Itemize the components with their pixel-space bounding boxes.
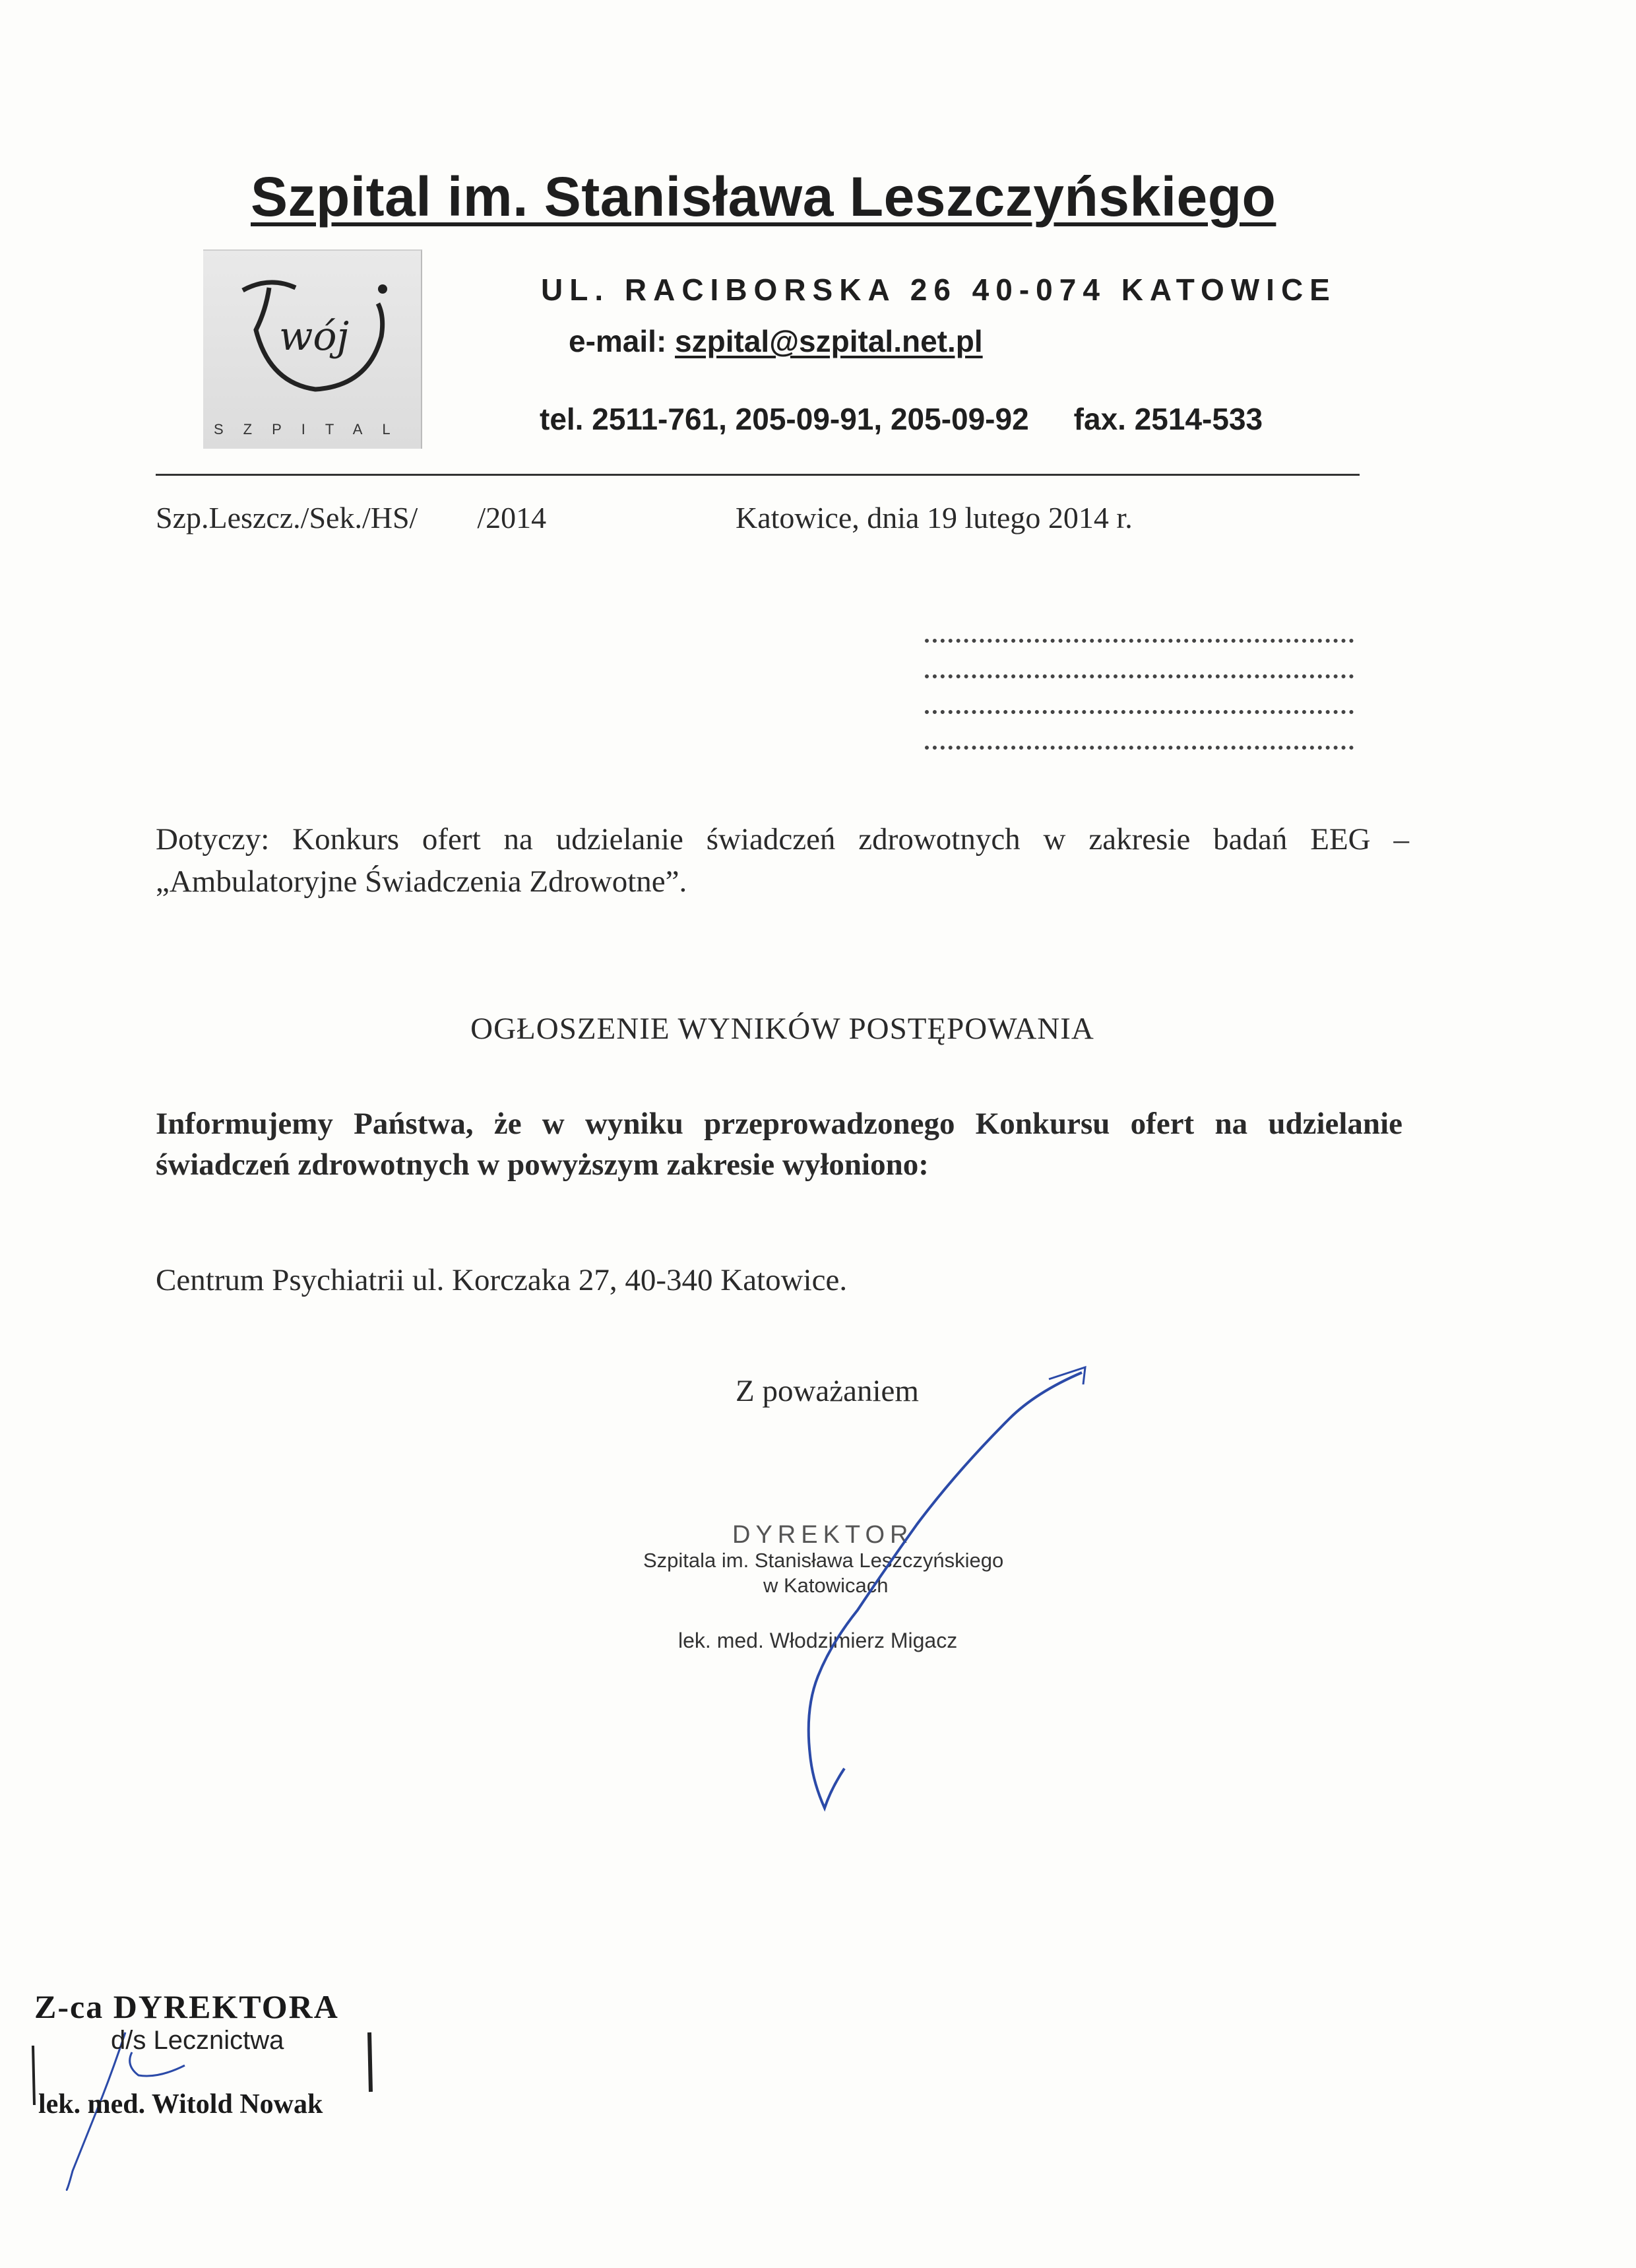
director-stamp-title: DYREKTOR	[732, 1521, 914, 1549]
info-line-1: Informujemy Państwa, że w wyniku przeprowadzonego Konkursu ofert na udzielanie	[156, 1107, 1402, 1141]
smile-logo-icon	[230, 264, 394, 409]
hospital-address: UL. RACIBORSKA 26 40-074 KATOWICE	[541, 273, 1337, 307]
selected-provider: Centrum Psychiatrii ul. Korczaka 27, 40-340 Katowice.	[156, 1263, 848, 1297]
recipient-line	[925, 746, 1354, 752]
deputy-stamp-role: d/s Lecznictwa	[111, 2026, 284, 2055]
email-link[interactable]: szpital@szpital.net.pl	[675, 324, 983, 358]
logo-text: wój	[279, 313, 350, 360]
director-stamp-hospital: Szpitala im. Stanisława Leszczyńskiego	[643, 1549, 1004, 1572]
hospital-name-title: Szpital im. Stanisława Leszczyńskiego	[251, 166, 1276, 228]
deputy-stamp-title: Z-ca DYREKTORA	[34, 1988, 339, 2025]
reference-number	[156, 500, 546, 535]
hospital-logo	[203, 249, 422, 449]
subject-line-1: Dotyczy: Konkurs ofert na udzielanie świadczeń zdrowotnych w zakresie badań EEG –	[156, 822, 1409, 857]
info-paragraph	[156, 1103, 1402, 1185]
letter-date: Katowice, dnia 19 lutego 2014 r.	[736, 501, 1133, 535]
reference-prefix: Szp.Leszcz./Sek./HS/	[156, 501, 418, 535]
recipient-line	[925, 674, 1354, 680]
phone-numbers: tel. 2511-761, 205-09-91, 205-09-92	[540, 402, 1029, 436]
recipient-line	[925, 710, 1354, 716]
director-signature	[759, 1359, 1128, 1821]
header-divider	[156, 474, 1360, 476]
fax-number: fax. 2514-533	[1073, 402, 1263, 436]
closing-salutation: Z poważaniem	[736, 1374, 919, 1408]
phone-line	[540, 401, 1263, 437]
email-label: e-mail:	[569, 324, 676, 358]
director-stamp-name: lek. med. Włodzimierz Migacz	[678, 1629, 958, 1652]
subject-paragraph	[156, 818, 1409, 903]
reference-year: /2014	[477, 501, 547, 535]
announcement-heading: OGŁOSZENIE WYNIKÓW POSTĘPOWANIA	[470, 1012, 1094, 1046]
recipient-line	[925, 639, 1354, 645]
subject-line-2: „Ambulatoryjne Świadczenia Zdrowotne”.	[156, 864, 687, 899]
director-stamp-city: w Katowicach	[763, 1574, 889, 1597]
deputy-stamp-name: lek. med. Witold Nowak	[38, 2089, 323, 2120]
email-line	[569, 323, 983, 359]
info-line-2: świadczeń zdrowotnych w powyższym zakresie wyłoniono:	[156, 1148, 929, 1182]
logo-caption: SZPITAL	[214, 421, 410, 437]
